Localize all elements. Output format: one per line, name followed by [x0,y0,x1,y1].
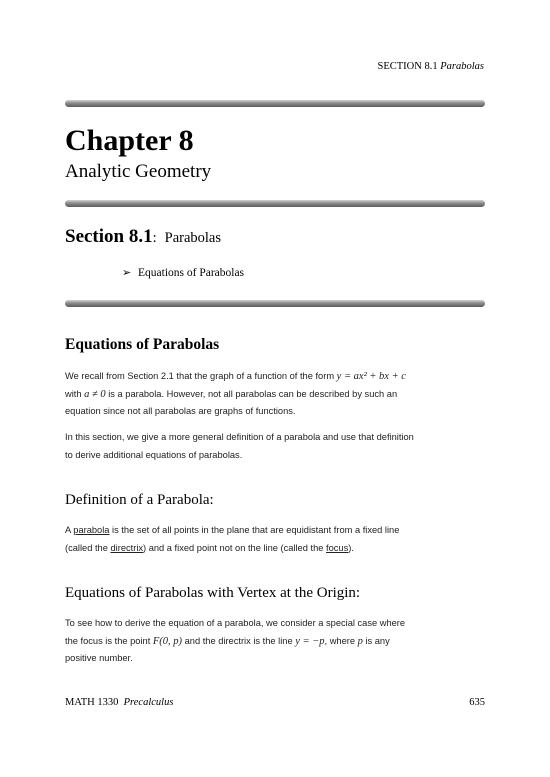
term-focus: focus [326,542,349,553]
running-head-section: SECTION 8.1 [377,61,438,72]
section-number: Section 8.1 [65,226,153,247]
text-span: is a parabola. However, not all parabolas can be described by such an [105,388,398,399]
text-line [65,540,490,558]
term-parabola: parabola [73,525,110,535]
text-line: equation since not all parabolas are graphs of functions. [65,406,296,416]
text-line: to derive additional equations of parabolas. [65,449,243,460]
running-head [378,61,484,72]
footer-course-name: Precalculus [123,697,174,708]
heading-definition: Definition of a Parabola: [65,492,214,508]
running-head-topic: Parabolas [440,61,484,72]
text-span: is the set of all points in the plane that are equidistant from a fixed line [109,525,400,535]
toc-item [122,266,244,279]
term-directrix: directrix [110,542,144,553]
divider-rule [65,100,485,107]
math-expression: y = ax² + bx + c [336,371,406,382]
footer-course-code: MATH 1330 [65,697,119,708]
paragraph-vertex-origin [65,615,490,668]
chapter-subtitle: Analytic Geometry [65,161,212,182]
text-line [65,386,490,404]
divider-rule [65,300,485,307]
text-span: , where [324,635,358,646]
text-span: with [65,388,85,399]
math-expression: F(0, p) [152,635,183,647]
toc-item-label: Equations of Parabolas [138,267,245,279]
text-span: and the directrix is the line [182,635,296,646]
section-topic: Parabolas [164,230,222,246]
text-span: We recall from Section 2.1 that the graph of a function of the form [65,371,337,381]
text-span: A [65,525,74,535]
paragraph-general-definition [65,429,490,464]
math-expression: p [357,635,363,647]
section-title [65,227,221,246]
text-line [65,522,490,540]
heading-equations-of-parabolas: Equations of Parabolas [65,336,220,353]
text-span: (called the [65,542,111,553]
text-line [65,368,490,386]
text-span: ). [348,542,354,553]
divider-rule [65,200,485,207]
text-span: ) and a fixed point not on the line (called the [143,542,326,553]
text-span: the focus is the point [65,635,153,646]
paragraph-intro [65,368,490,421]
text-line [65,633,490,651]
paragraph-definition [65,522,490,557]
section-colon: : [152,230,157,246]
chapter-title: Chapter 8 [65,124,194,157]
text-span: is any [362,635,390,646]
text-line: To see how to derive the equation of a parabola, we consider a special case where [65,618,406,628]
footer-course [65,697,173,708]
page-number: 635 [469,697,485,708]
math-expression: y = −p [295,635,325,647]
heading-vertex-at-origin: Equations of Parabolas with Vertex at the Origin: [65,585,361,601]
arrow-bullet-icon: ➢ [122,267,132,279]
text-line: positive number. [65,653,133,663]
math-expression: a ≠ 0 [84,388,106,400]
text-line: In this section, we give a more general definition of a parabola and use that definition [65,432,414,442]
